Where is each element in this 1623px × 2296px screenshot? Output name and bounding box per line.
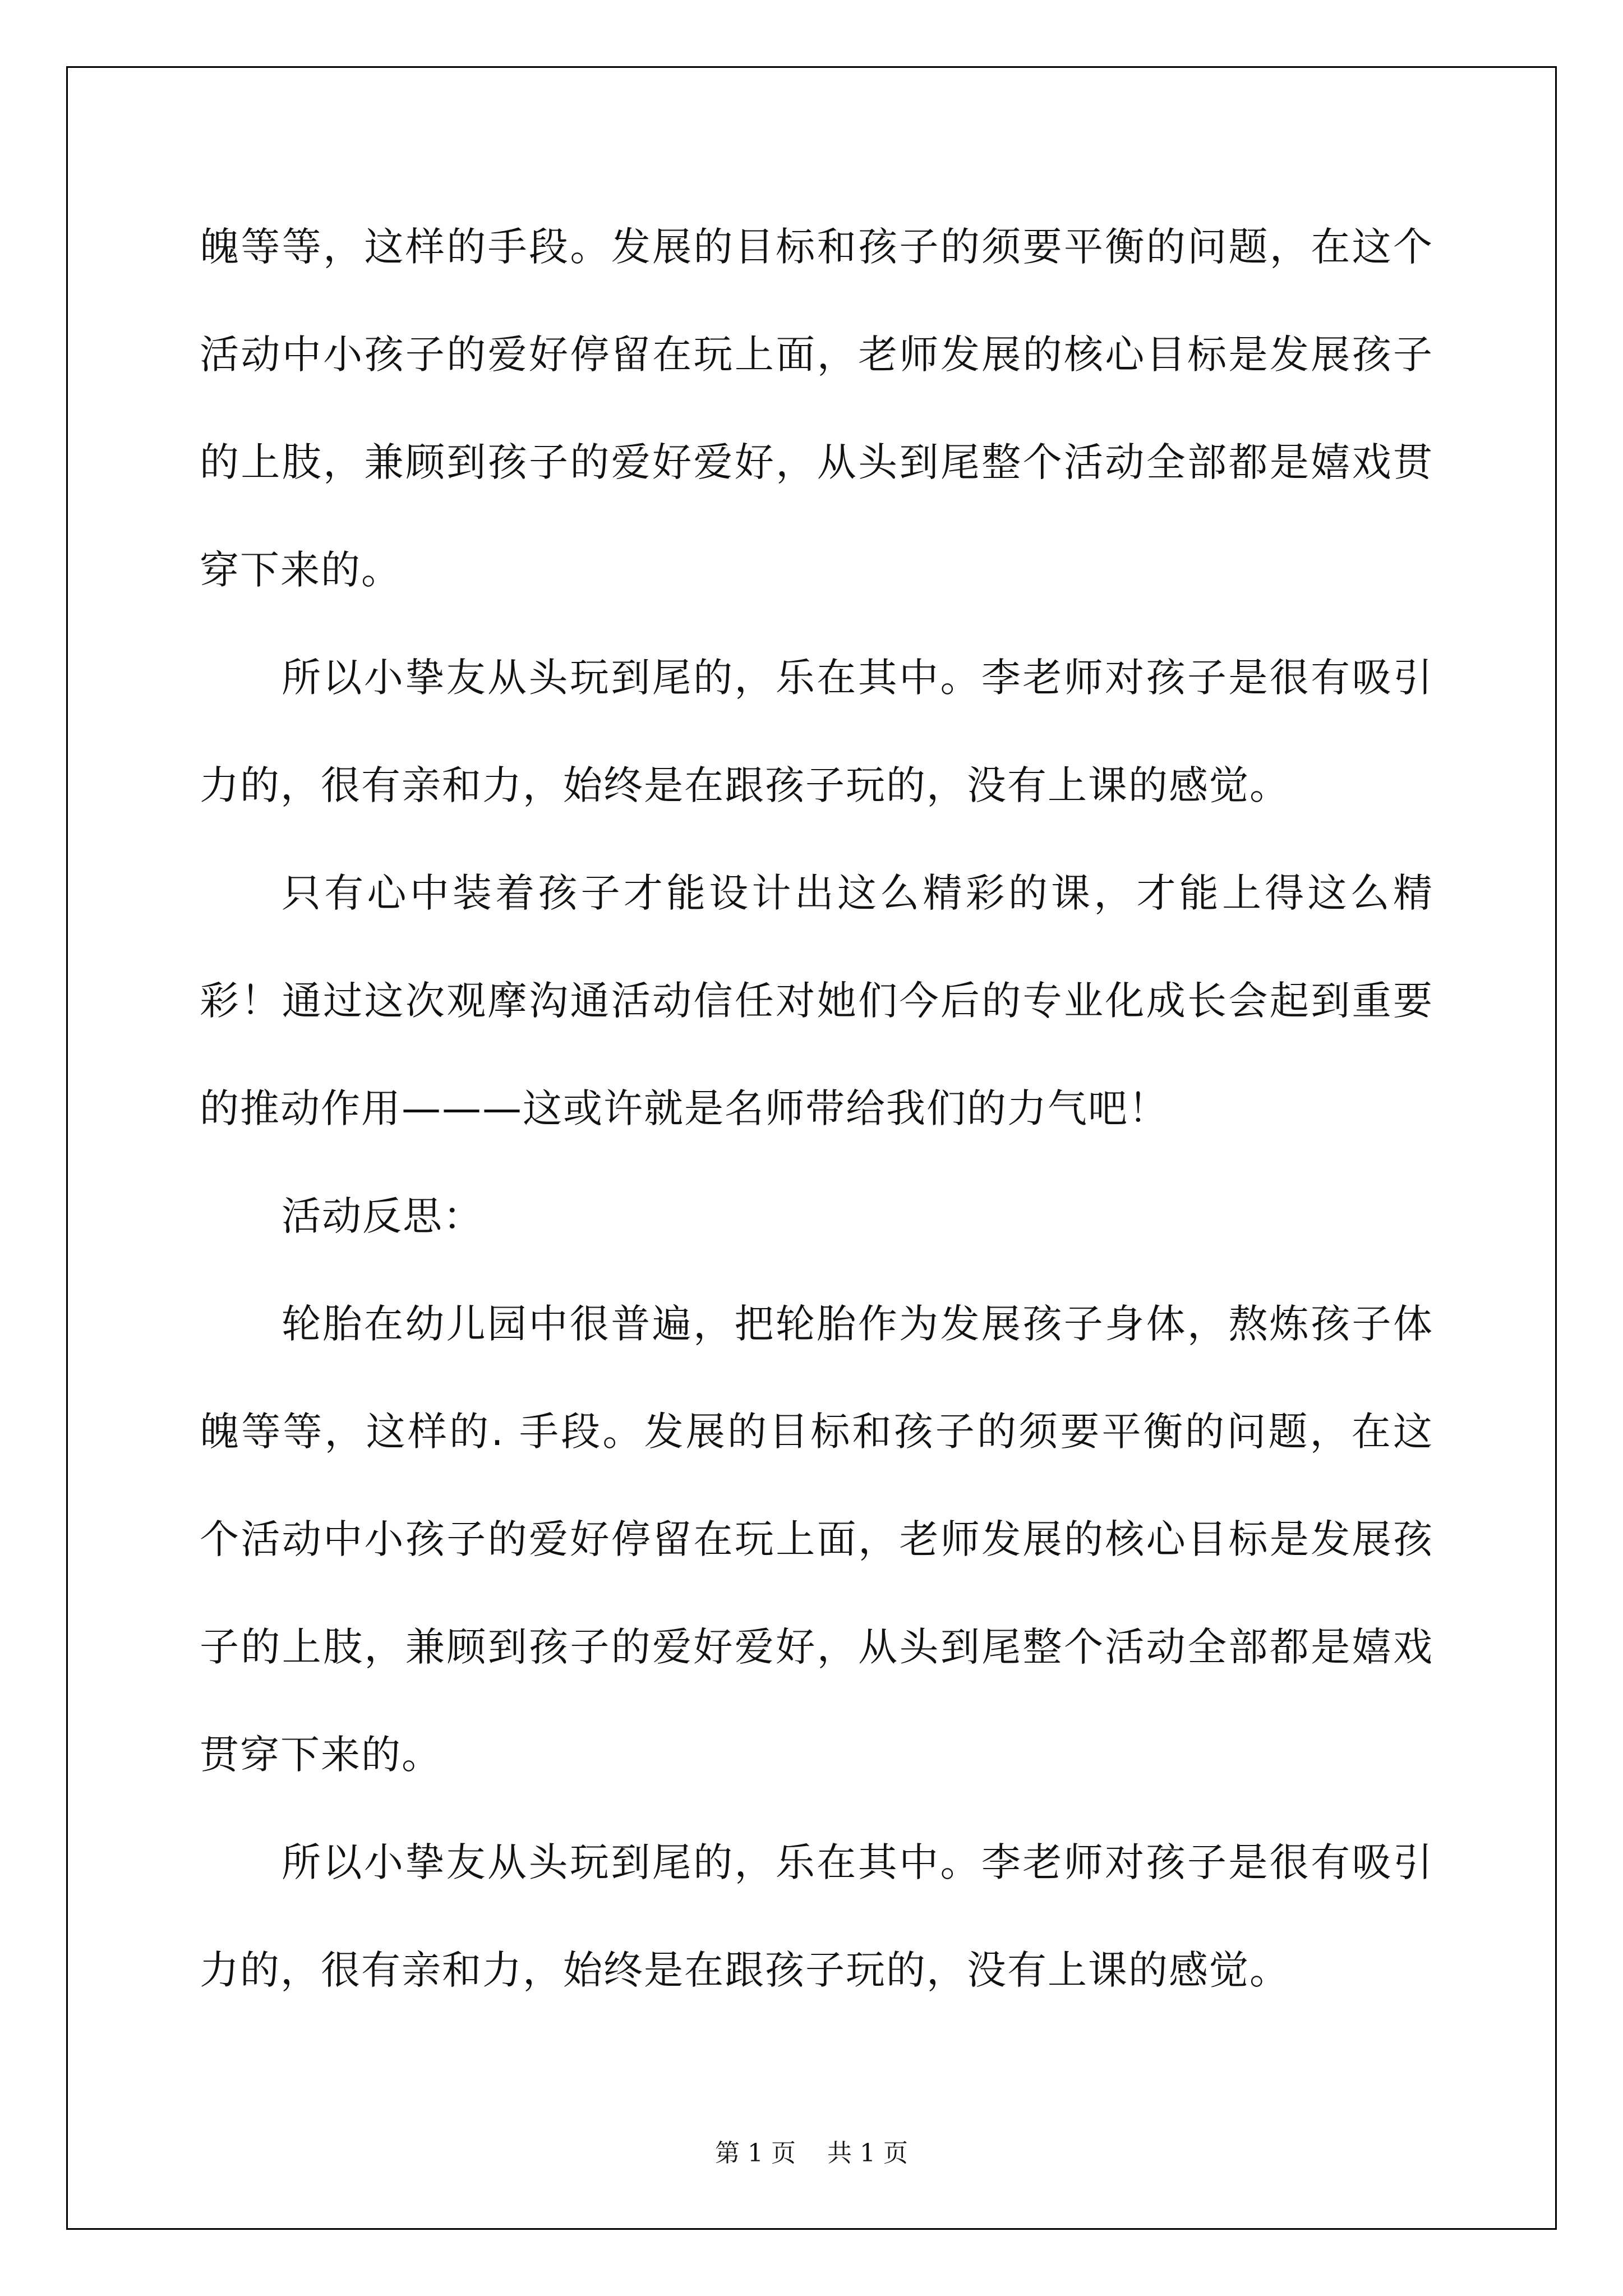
paragraph-3: 只有心中装着孩子才能设计出这么精彩的课，才能上得这么精彩！通过这次观摩沟通活动信任对她们今后的专业化成长会起到重要的推动作用———这或许就是名师带给我们的力气吧！ bbox=[200, 870, 1433, 1131]
paragraph-1: 魄等等，这样的手段。发展的目标和孩子的须要平衡的问题，在这个活动中小孩子的爱好停留在玩上面，老师发展的核心目标是发展孩子的上肢，兼顾到孩子的爱好爱好，从头到尾整个活动全部都是嬉戏贯穿下来的。 bbox=[200, 224, 1433, 593]
document-body bbox=[200, 193, 1433, 2024]
paragraph-4: 轮胎在幼儿园中很普遍，把轮胎作为发展孩子身体，熬炼孩子体魄等等，这样的. 手段。发展的目标和孩子的须要平衡的问题，在这个活动中小孩子的爱好停留在玩上面，老师发展的核心目标是发展孩子的上肢，兼顾到孩子的爱好爱好，从头到尾整个活动全部都是嬉戏贯穿下来的。 bbox=[200, 1301, 1433, 1778]
page-footer bbox=[0, 2133, 1623, 2169]
page-number: 第 1 页 bbox=[715, 2139, 796, 2168]
total-pages: 共 1 页 bbox=[827, 2139, 908, 2168]
paragraph-2: 所以小挚友从头玩到尾的，乐在其中。李老师对孩子是很有吸引力的，很有亲和力，始终是在跟孩子玩的，没有上课的感觉。 bbox=[200, 655, 1433, 808]
paragraph-5: 所以小挚友从头玩到尾的，乐在其中。李老师对孩子是很有吸引力的，很有亲和力，始终是在跟孩子玩的，没有上课的感觉。 bbox=[200, 1839, 1433, 1993]
section-heading-activity-reflection: 活动反思： bbox=[282, 1193, 483, 1239]
